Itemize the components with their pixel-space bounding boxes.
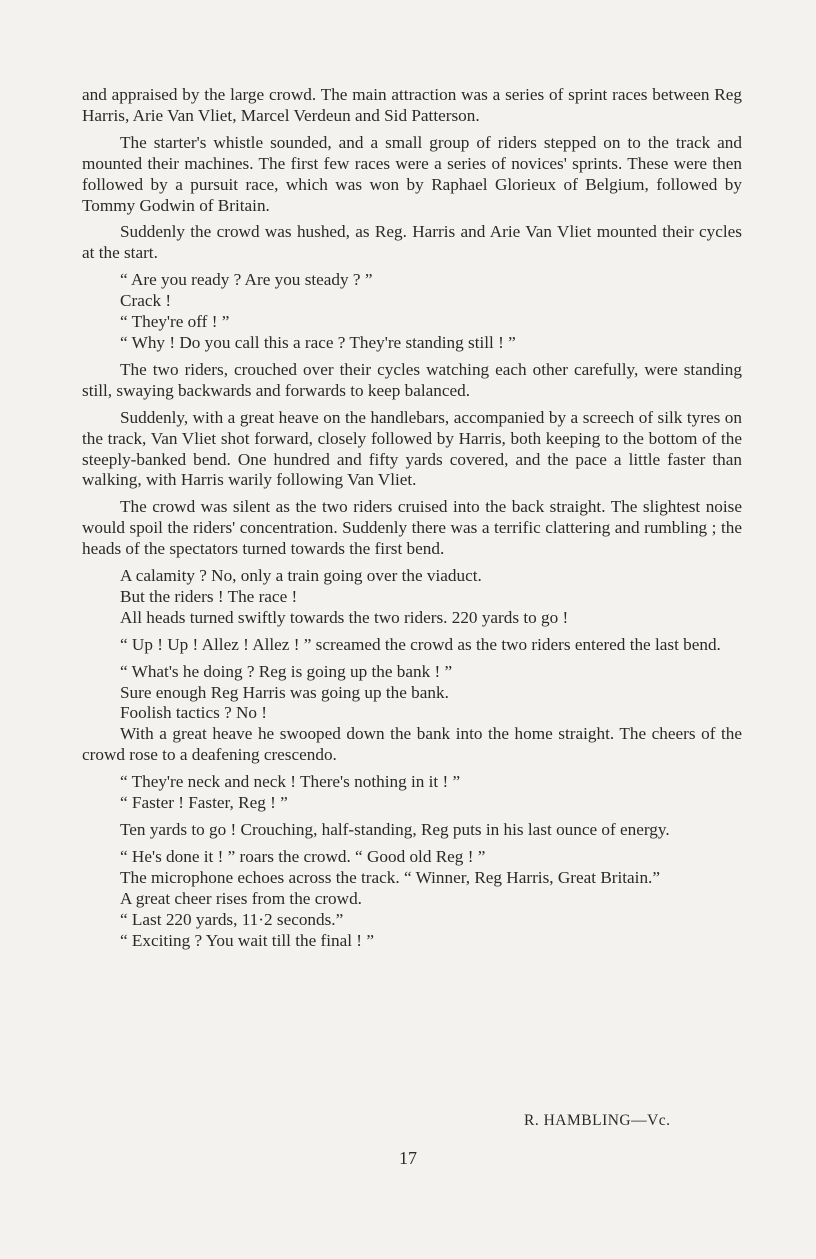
paragraph: “ Up ! Up ! Allez ! Allez ! ” screamed the crowd as the two riders entered the last bend. [120, 634, 721, 654]
dialogue-line: “ Are you ready ? Are you steady ? ” [120, 270, 373, 290]
paragraph: Ten yards to go ! Crouching, half-standing, Reg puts in his last ounce of energy. [120, 820, 670, 839]
dialogue-line: “ Faster ! Faster, Reg ! ” [120, 793, 288, 813]
paragraph: and appraised by the large crowd. The main attraction was a series of sprint races between Reg Harris, Arie Van Vliet, Marcel Verdeun and Sid Patterson. [82, 85, 742, 125]
dialogue-line: “ Last 220 yards, 11·2 seconds.” [120, 909, 344, 929]
dialogue-line: A calamity ? No, only a train going over the viaduct. [120, 566, 482, 586]
paragraph: With a great heave he swooped down the bank into the home straight. The cheers of the crowd rose to a deafening crescendo. [82, 724, 742, 765]
paragraph: The starter's whistle sounded, and a small group of riders stepped on to the track and mounted their machines. The first few races were a series of novices' sprints. These were then followed by a pursuit race, which was won by Raphael Glorieux of Belgium, followed by Tommy Godwin of Britain. [82, 132, 742, 215]
dialogue-line: “ What's he doing ? Reg is going up the bank ! ” [120, 661, 453, 681]
paragraph: Suddenly, with a great heave on the handlebars, accompanied by a screech of silk tyres on the track, Van Vliet shot forward, closely followed by Harris, both keeping to the bottom of the steeply-banked bend. One hundred and fifty yards covered, and the pace a little faster than walking, with Harris warily following Van Vliet. [82, 407, 742, 490]
dialogue-line: Foolish tactics ? No ! [120, 703, 268, 723]
dialogue-line: But the riders ! The race ! [120, 586, 298, 606]
dialogue-line: “ He's done it ! ” roars the crowd. “ Good old Reg ! ” [120, 846, 486, 866]
page-number: 17 [399, 1148, 417, 1168]
dialogue-line: A great cheer rises from the crowd. [120, 888, 362, 908]
paragraph: The two riders, crouched over their cycles watching each other carefully, were standing still, swaying backwards and forwards to keep balanced. [82, 359, 742, 400]
dialogue-line: “ They're neck and neck ! There's nothing in it ! ” [120, 772, 461, 792]
dialogue-line: “ Exciting ? You wait till the final ! ” [120, 930, 374, 950]
dialogue-line: “ Why ! Do you call this a race ? They're standing still ! ” [120, 332, 516, 352]
paragraph: The crowd was silent as the two riders cruised into the back straight. The slightest noise would spoil the riders' concentration. Suddenly there was a terrific clattering and rumbling ; the heads of the spectators turned towards the first bend. [82, 497, 742, 559]
dialogue-line: Sure enough Reg Harris was going up the bank. [120, 682, 449, 702]
dialogue-line: “ They're off ! ” [120, 312, 230, 332]
article-body [82, 85, 742, 951]
dialogue-line: Crack ! [120, 291, 172, 311]
author-signature: R. HAMBLING—Vc. [524, 1112, 671, 1129]
paragraph: The microphone echoes across the track. “ Winner, Reg Harris, Great Britain.” [120, 867, 660, 887]
paragraph: Suddenly the crowd was hushed, as Reg. Harris and Arie Van Vliet mounted their cycles at the start. [82, 222, 742, 263]
dialogue-line: All heads turned swiftly towards the two riders. 220 yards to go ! [120, 607, 569, 627]
